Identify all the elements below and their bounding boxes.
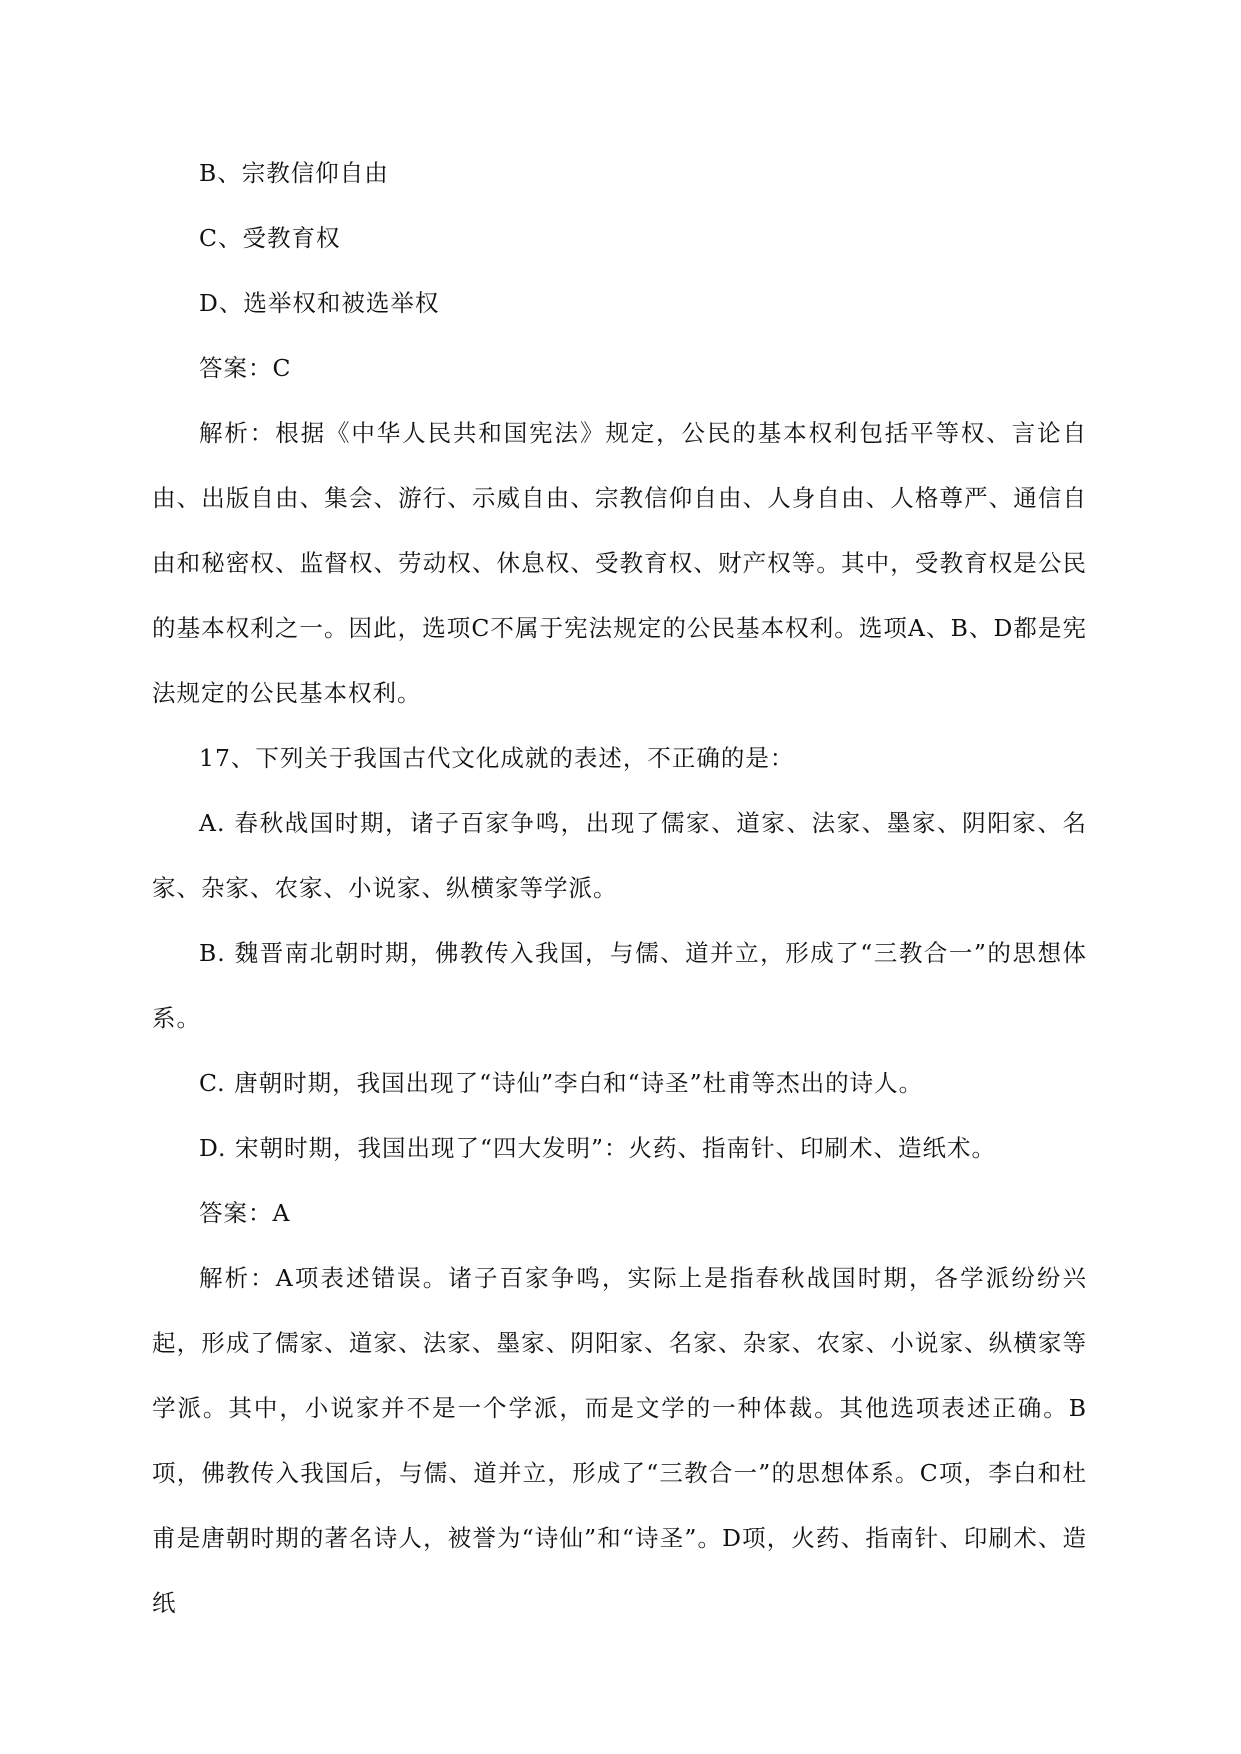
question-17: 17、下列关于我国古代文化成就的表述，不正确的是： [199,744,795,772]
option-c-q17: C. 唐朝时期，我国出现了“诗仙”李白和“诗圣”杜甫等杰出的诗人。 [199,1069,924,1097]
document-body [152,141,1087,1636]
option-c-q16: C、受教育权 [199,224,341,252]
answer-q16: 答案：C [199,354,292,382]
option-d-q16: D、选举权和被选举权 [199,289,440,317]
answer-q17: 答案：A [199,1199,291,1227]
explanation-q17: 解析：A项表述错误。诸子百家争鸣，实际上是指春秋战国时期，各学派纷纷兴起，形成了儒家、道家、法家、墨家、阴阳家、名家、杂家、农家、小说家、纵横家等学派。其中，小说家并不是一个学派，而是文学的一种体裁。其他选项表述正确。B项，佛教传入我国后，与儒、道并立，形成了“三教合一”的思想体系。C项，李白和杜甫是唐朝时期的著名诗人，被誉为“诗仙”和“诗圣”。D项，火药、指南针、印刷术、造纸 [152,1264,1087,1617]
option-b-q17: B. 魏晋南北朝时期，佛教传入我国，与儒、道并立，形成了“三教合一”的思想体系。 [152,939,1087,1032]
explanation-q16: 解析：根据《中华人民共和国宪法》规定，公民的基本权利包括平等权、言论自由、出版自由、集会、游行、示威自由、宗教信仰自由、人身自由、人格尊严、通信自由和秘密权、监督权、劳动权、休息权、受教育权、财产权等。其中，受教育权是公民的基本权利之一。因此，选项C不属于宪法规定的公民基本权利。选项A、B、D都是宪法规定的公民基本权利。 [152,419,1087,707]
option-b-q16: B、宗教信仰自由 [199,159,389,187]
option-d-q17: D. 宋朝时期，我国出现了“四大发明”：火药、指南针、印刷术、造纸术。 [199,1134,996,1162]
option-a-q17: A. 春秋战国时期，诸子百家争鸣，出现了儒家、道家、法家、墨家、阴阳家、名家、杂家、农家、小说家、纵横家等学派。 [152,809,1087,902]
